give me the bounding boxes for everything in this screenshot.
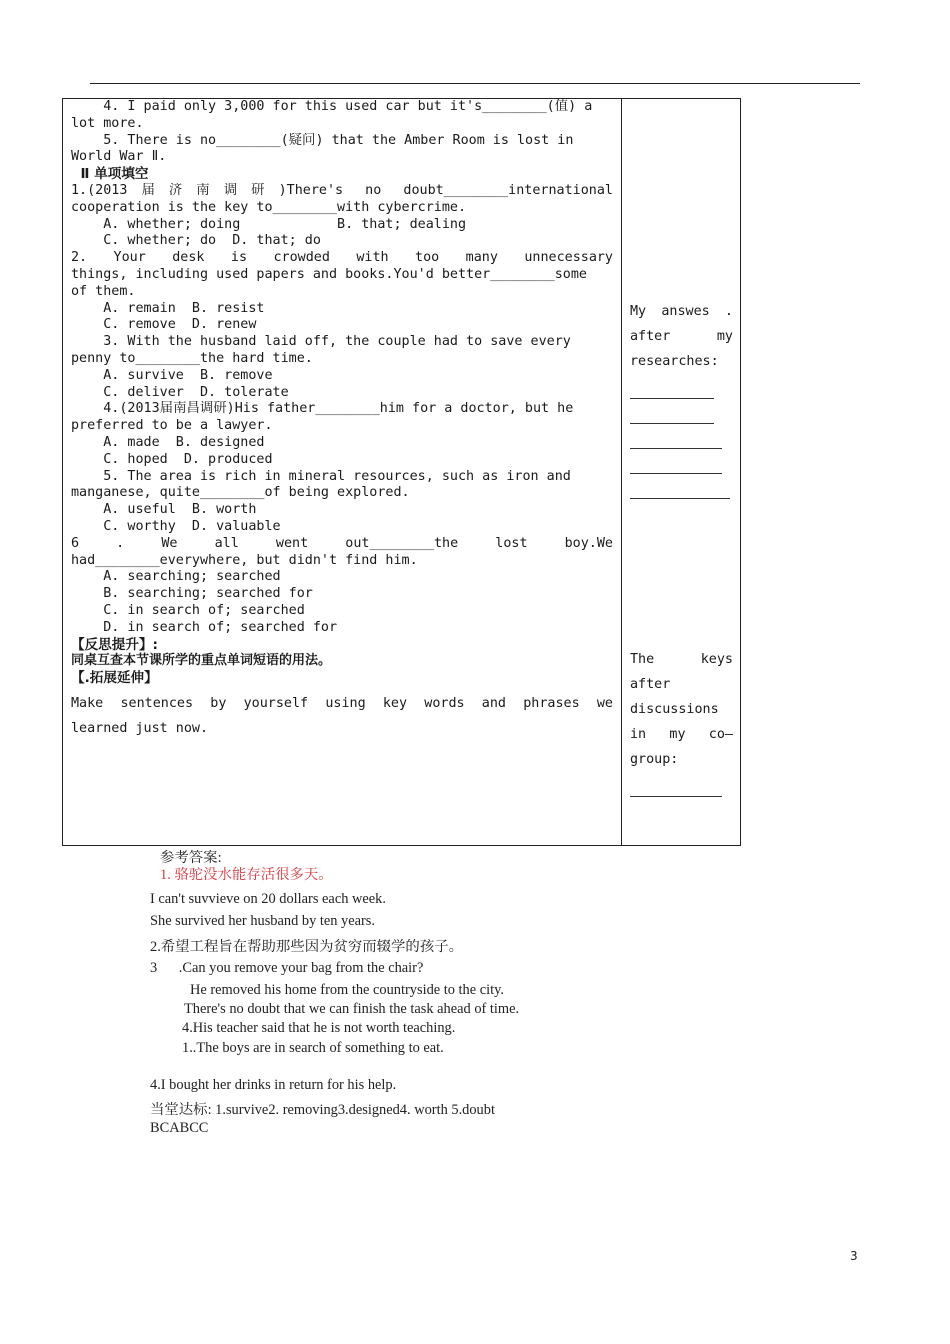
section2-heading: Ⅱ 单项填空 <box>71 166 149 183</box>
answer-line: There's no doubt that we can finish the task ahead of time. <box>184 1001 520 1017</box>
answer-blank[interactable] <box>630 423 714 424</box>
side-line: discussions <box>630 702 719 717</box>
question-line: C. in search of; searched <box>71 602 305 618</box>
question-line: 5. There is no________(疑问) that the Amber Room is lost in <box>71 132 574 148</box>
multiple-choice-questions <box>71 183 613 637</box>
group-keys-box <box>630 647 733 797</box>
question-line: preferred to be a lawyer. <box>71 418 273 434</box>
side-line: in my co— <box>630 727 733 742</box>
question-line: had________everywhere, but didn't find him. <box>71 552 418 568</box>
reflection-text: 同桌互查本节课所学的重点单词短语的用法。 <box>71 653 332 669</box>
question-line: 3. With the husband laid off, the couple had to save every <box>71 334 571 350</box>
answer-line: 1..The boys are in search of something to eat. <box>182 1040 444 1056</box>
extension-text <box>71 691 613 741</box>
question-line: B. searching; searched for <box>71 586 313 602</box>
answer-line: 当堂达标: 1.survive2. removing3.designed4. worth 5.doubt <box>150 1102 495 1118</box>
side-line: after <box>630 677 671 692</box>
question-line: C. deliver D. tolerate <box>71 384 289 400</box>
answer-line-red: 1. 骆驼没水能存活很多天。 <box>160 867 333 883</box>
answer-blank[interactable] <box>630 473 722 474</box>
answer-line: I can't suvvieve on 20 dollars each week. <box>150 891 386 907</box>
answer-line: BCABCC <box>150 1120 209 1136</box>
my-answers-box <box>630 299 733 499</box>
question-line: 4. I paid only 3,000 for this used car but it's________(值) a <box>71 99 593 114</box>
answer-blank[interactable] <box>630 448 722 449</box>
answer-line: 3 .Can you remove your bag from the chair? <box>150 960 424 976</box>
question-line: lot more. <box>71 115 144 131</box>
fill-in-questions <box>71 99 613 166</box>
question-line: D. in search of; searched for <box>71 619 338 635</box>
answer-line: 4.His teacher said that he is not worth teaching. <box>182 1020 456 1036</box>
question-line: A. made B. designed <box>71 434 265 450</box>
answers-title: 参考答案: <box>160 850 222 866</box>
question-line: of them. <box>71 283 136 299</box>
answer-line: He removed his home from the countryside to the city. <box>190 982 504 998</box>
side-line: My answes . <box>630 304 733 319</box>
answer-line: 2.希望工程旨在帮助那些因为贫穷而辍学的孩子。 <box>150 939 463 955</box>
answer-line: 4.I bought her drinks in return for his help. <box>150 1077 397 1093</box>
side-line: group: <box>630 752 679 767</box>
answer-blank[interactable] <box>630 398 714 399</box>
extension-heading: 【.拓展延伸】 <box>71 670 158 687</box>
question-line: A. whether; doing B. that; dealing <box>71 216 467 232</box>
question-line: manganese, quite________of being explored. <box>71 485 410 501</box>
question-line: cooperation is the key to________with cybercrime. <box>71 199 467 215</box>
question-line: C. whether; do D. that; do <box>71 233 321 249</box>
answer-line: She survived her husband by ten years. <box>150 913 376 929</box>
page-number: 3 <box>850 1249 858 1263</box>
question-line: C. hoped D. produced <box>71 451 273 467</box>
extension-line: learned just now. <box>71 720 209 736</box>
answer-blank[interactable] <box>630 498 730 499</box>
extension-line: Make sentences by yourself using key words and phrases we <box>71 695 613 711</box>
question-line: 2. Your desk is crowded with too many unnecessary <box>71 250 613 266</box>
question-line: A. survive B. remove <box>71 367 273 383</box>
reflection-heading: 【反思提升】: <box>71 636 158 653</box>
question-line: A. remain B. resist <box>71 300 265 316</box>
question-line: C. remove D. renew <box>71 317 257 333</box>
question-line: C. worthy D. valuable <box>71 518 281 534</box>
answer-blank[interactable] <box>630 796 722 797</box>
question-line: 5. The area is rich in mineral resources, such as iron and <box>71 468 571 484</box>
question-line: A. useful B. worth <box>71 502 257 518</box>
question-line: 6 . We all went out________the lost boy.We <box>71 535 613 551</box>
question-line: 4.(2013届南昌调研)His father________him for a doctor, but he <box>71 401 574 417</box>
column-divider <box>621 98 622 846</box>
header-rule <box>90 83 860 84</box>
question-line: penny to________the hard time. <box>71 350 313 366</box>
main-column <box>71 99 613 741</box>
side-line: researches: <box>630 354 719 369</box>
question-line: A. searching; searched <box>71 569 281 585</box>
side-line: The keys <box>630 652 733 667</box>
question-line: things, including used papers and books.You'd better________some <box>71 266 587 282</box>
question-line: 1.(2013届济南调研)There's no doubt________international <box>71 182 613 198</box>
side-line: after my <box>630 329 733 344</box>
question-line: World War Ⅱ. <box>71 149 167 165</box>
